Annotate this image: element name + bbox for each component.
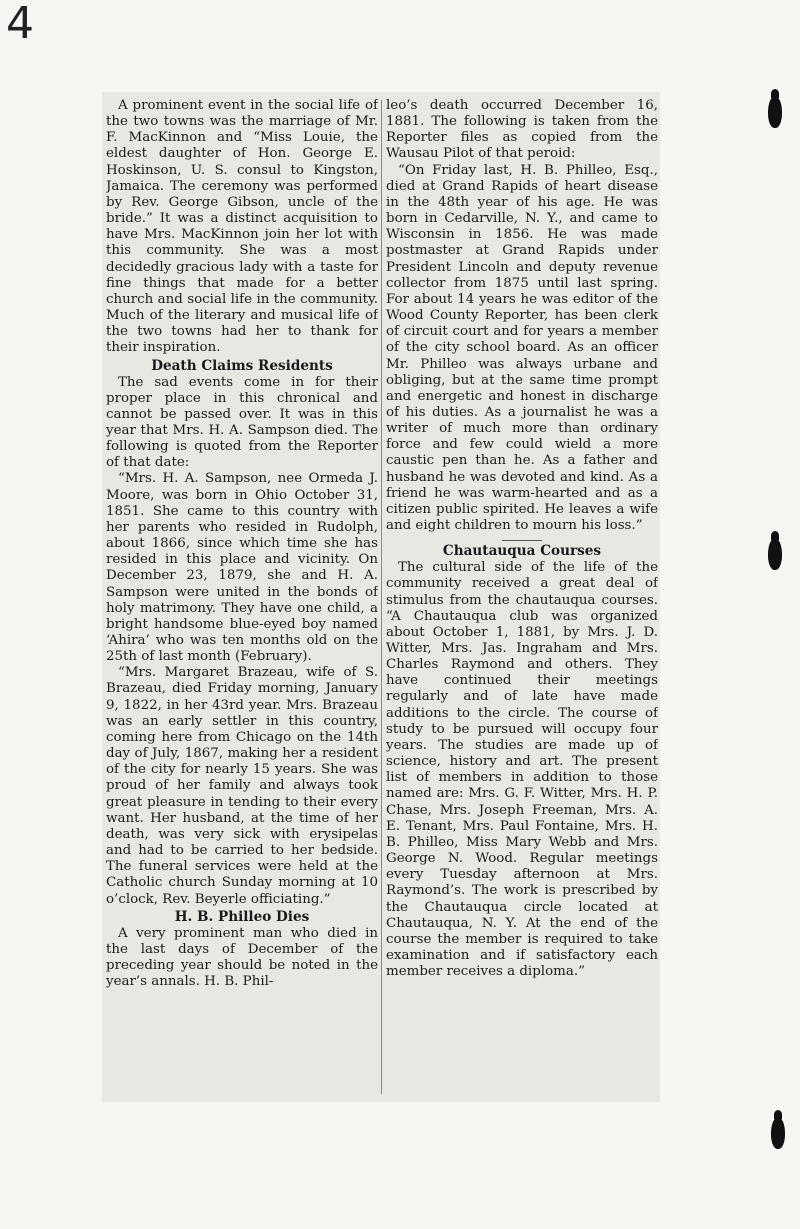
section-divider <box>502 540 542 541</box>
philleo-intro-paragraph: A very prominent man who died in the last days of December of the preceding year should be noted in the year’s annals. H. B. Phil- <box>106 925 378 990</box>
brazeau-obituary-paragraph: “Mrs. Margaret Brazeau, wife of S. Brazeau, died Friday morning, January 9, 1822, in her 43rd year. Mrs. Brazeau was an early settler in this country, coming here from Chicago on the 14th day of July, 1867, making her a resident of the city for nearly 15 years. She was proud of her family and always took great pleasure in tending to their every want. Her husband, at the time of her death, was very sick with erysipelas and had to be carried to her bedside. The funeral services were held at the Catholic church Sunday morning at 10 o’clock, Rev. Beyerle officiating.” <box>106 665 378 907</box>
chautauqua-heading: Chautauqua Courses <box>442 543 602 560</box>
column-divider <box>381 100 382 1094</box>
philleo-obituary-paragraph: “On Friday last, H. B. Philleo, Esq., died at Grand Rapids of heart disease in the 48th year of his age. He was born in Cedarville, N. Y., and came to Wisconsin in 1856. He was made postmaster at Grand Rapids under President Lincoln and deputy revenue collector from 1875 until last spring. For about 14 years he was editor of the Wood County Reporter, has been clerk of circuit court and for years a member of the city school board. As an officer Mr. Philleo was always urbane and obliging, but at the same time prompt and energetic and honest in discharge of his duties. As a journalist he was a writer of much more than ordinary force and few could wield a more caustic pen than he. As a father and husband he was devoted and kind. As a friend he was warm-hearted and as a citizen public spirited. He leaves a wife and eight children to mourn his loss.” <box>386 162 658 534</box>
binder-hole-icon <box>768 538 782 570</box>
binder-hole-icon <box>768 96 782 128</box>
left-column <box>106 98 378 990</box>
sampson-obituary-paragraph: “Mrs. H. A. Sampson, nee Ormeda J. Moore, was born in Ohio October 31, 1851. She came to this country with her parents who resided in Rudolph, about 1866, since which time she has resided in this place and vicinity. On December 23, 1879, she and H. A. Sampson were united in the bonds of holy matrimony. They have one child, a bright handsome blue-eyed boy named ‘Ahira’ who was ten months old on the 25th of last month (February). <box>106 471 378 665</box>
binder-hole-icon <box>771 1117 785 1149</box>
chautauqua-paragraph: The cultural side of the life of the community received a great deal of stimulus from the chautauqua courses. “A Chautauqua club was organized about October 1, 1881, by Mrs. J. D. Witter, Mrs. Jas. Ingraham and Mrs. Charles Raymond and others. They have continued their meetings regularly and of late have made additions to the circle. The course of study to be pursued will occupy four years. The studies are made up of science, history and art. The present list of members in addition to those named are: Mrs. G. F. Witter, Mrs. H. P. Chase, Mrs. Joseph Freeman, Mrs. A. E. Tenant, Mrs. Paul Fontaine, Mrs. H. B. Philleo, Miss Mary Webb and Mrs. George N. Wood. Regular meetings every Tuesday afternoon at Mrs. Raymond’s. The work is prescribed by the Chautauqua circle located at Chautauqua, N. Y. At the end of the course the member is required to take examination and if satisfactory each member receives a diploma.” <box>386 560 658 980</box>
philleo-dies-heading: H. B. Philleo Dies <box>174 908 310 925</box>
newspaper-clipping <box>102 92 660 1102</box>
page-number: 4 <box>6 0 34 49</box>
philleo-continued-paragraph: leo’s death occurred December 16, 1881. The following is taken from the Reporter files as copied from the Wausau Pilot of that peroid: <box>386 98 658 162</box>
right-column <box>386 98 658 980</box>
marriage-paragraph: A prominent event in the social life of the two towns was the marriage of Mr. F. MacKinnon and “Miss Louie, the eldest daughter of Hon. George E. Hoskinson, U. S. consul to Kingston, Jamaica. The ceremony was performed by Rev. George Gibson, uncle of the bride.” It was a distinct acquisition to have Mrs. MacKinnon join her lot with this community. She was a most decidedly gracious lady with a taste for fine things that made for a better church and social life in the community. Much of the literary and musical life of the two towns had her to thank for their inspiration. <box>106 98 378 356</box>
sad-events-paragraph: The sad events come in for their proper place in this chronical and cannot be passed over. It was in this year that Mrs. H. A. Sampson died. The following is quoted from the Reporter of that date: <box>106 374 378 471</box>
death-claims-heading: Death Claims Residents <box>151 357 333 374</box>
